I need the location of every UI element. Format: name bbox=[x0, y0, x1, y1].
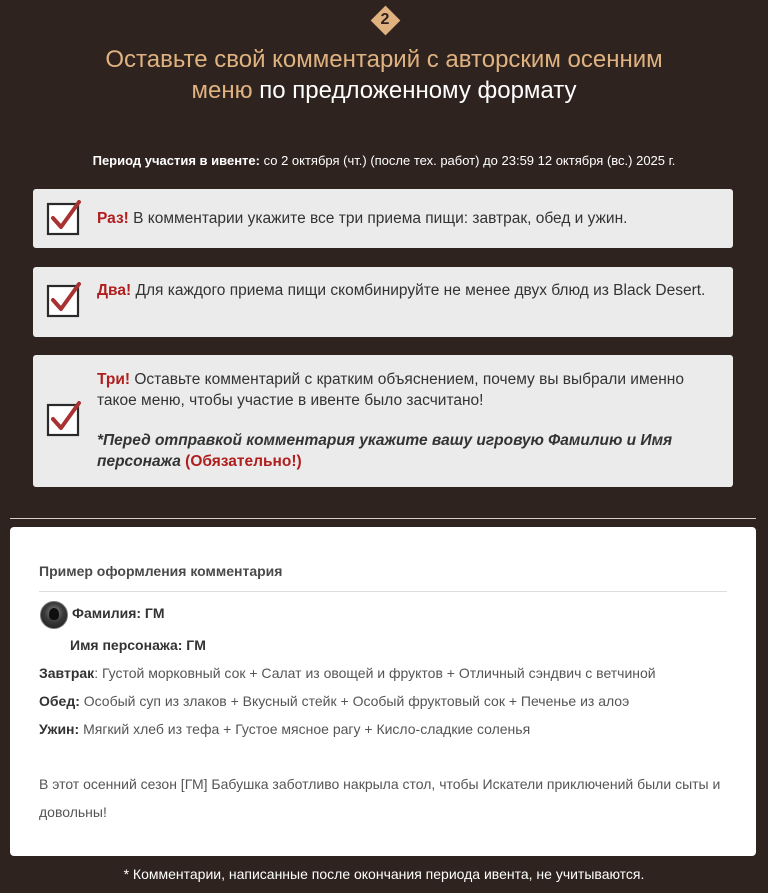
period-text: со 2 октября (чт.) (после тех. работ) до 23:59 12 октября (вс.) 2025 г. bbox=[259, 153, 676, 168]
example-title-divider bbox=[39, 591, 727, 592]
example-title: Пример оформления комментария bbox=[39, 563, 283, 579]
rule-1-lead: Раз! bbox=[97, 210, 129, 227]
rule-card-1 bbox=[33, 189, 733, 248]
footnote: * Комментарии, написанные после окончания периода ивента, не учитываются. bbox=[123, 866, 645, 882]
rule-2-text bbox=[97, 280, 713, 301]
title-line-1: Оставьте свой комментарий с авторским осенним bbox=[105, 46, 663, 73]
breakfast-label: Завтрак bbox=[39, 665, 95, 681]
rule-1-text bbox=[97, 208, 713, 229]
dinner-label: Ужин: bbox=[39, 721, 80, 737]
page-title bbox=[0, 44, 768, 106]
dinner-value: Мягкий хлеб из тефа + Густое мясное рагу + Кисло-сладкие соленья bbox=[79, 721, 531, 737]
family-text: Фамилия: ГМ bbox=[72, 605, 165, 621]
example-dinner bbox=[39, 721, 530, 737]
example-family bbox=[72, 605, 165, 621]
rule-1-body: В комментарии укажите все три приема пищи: завтрак, обед и ужин. bbox=[128, 210, 628, 227]
rule-3-body: Оставьте комментарий с кратким объяснением, почему вы выбрали именно такое меню, чтобы участие в ивенте было засчитано! bbox=[97, 371, 684, 409]
example-character bbox=[70, 637, 206, 653]
rule-2-body: Для каждого приема пищи скомбинируйте не менее двух блюд из Black Desert. bbox=[131, 282, 706, 299]
step-number: 2 bbox=[380, 11, 390, 28]
rule-3-note bbox=[97, 430, 713, 472]
rule-3-lead: Три! bbox=[97, 371, 131, 388]
example-breakfast bbox=[39, 665, 656, 681]
title-line-2: по предложенному формату bbox=[252, 77, 577, 104]
section-divider bbox=[10, 518, 756, 519]
rule-3-text bbox=[97, 369, 713, 411]
title-accent-word: меню bbox=[191, 77, 253, 104]
mandatory-badge: (Обязательно!) bbox=[185, 453, 302, 470]
gm-avatar bbox=[40, 601, 68, 629]
example-closing-text: В этот осенний сезон [ГМ] Бабушка заботливо накрыла стол, чтобы Искатели приключений были сыты и довольны! bbox=[39, 776, 721, 820]
rule-3-note-text: *Перед отправкой комментария укажите вашу игровую Фамилию и Имя персонажа bbox=[97, 432, 673, 470]
checkbox-checked-icon bbox=[46, 200, 82, 236]
checkbox-checked-icon bbox=[46, 282, 82, 318]
rule-card-3 bbox=[33, 355, 733, 487]
rule-card-2 bbox=[33, 267, 733, 337]
example-lunch bbox=[39, 693, 629, 709]
participation-period bbox=[0, 153, 768, 168]
lunch-label: Обед: bbox=[39, 693, 80, 709]
example-card bbox=[10, 527, 756, 856]
period-label: Период участия в ивенте: bbox=[92, 153, 260, 168]
rule-2-lead: Два! bbox=[97, 282, 132, 299]
lunch-value: Особый суп из злаков + Вкусный стейк + Особый фруктовый сок + Печенье из алоэ bbox=[79, 693, 630, 709]
checkbox-checked-icon bbox=[46, 401, 82, 437]
step-number-badge bbox=[370, 5, 400, 35]
breakfast-value: : Густой морковный сок + Салат из овощей и фруктов + Отличный сэндвич с ветчиной bbox=[94, 665, 656, 681]
character-text: Имя персонажа: ГМ bbox=[70, 637, 206, 653]
